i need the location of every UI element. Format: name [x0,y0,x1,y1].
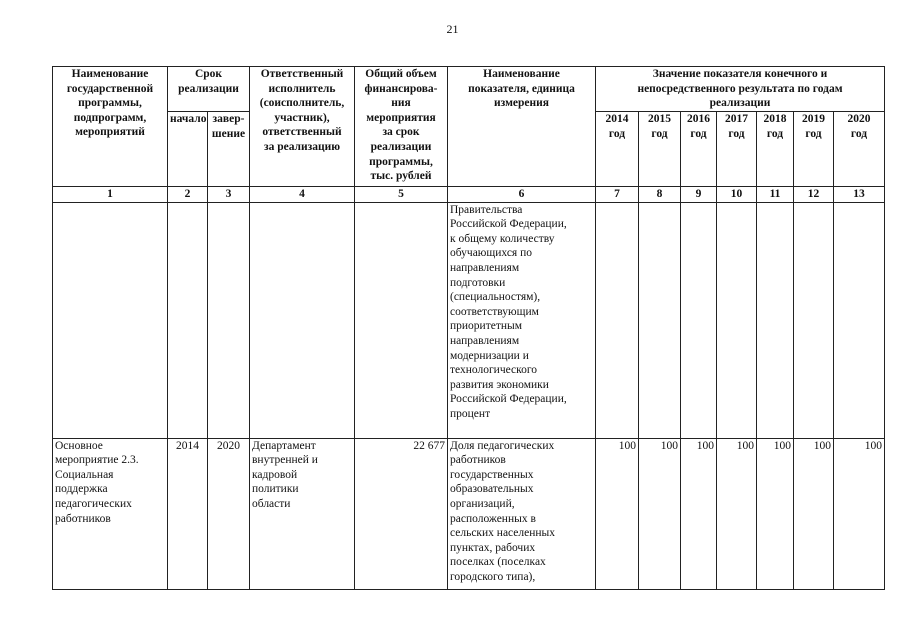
activity-indicator: Доля педагогических работников государственных образовательных организаций, расположенных в сельских населенных пунктах, рабочих поселках (поселках городского типа), [448,438,596,589]
page-number: 21 [446,22,459,36]
table-cell [639,202,681,438]
activity-name: Основное мероприятие 2.3. Социальная поддержка педагогических работников [53,438,168,589]
header-row-1 [53,67,885,112]
column-number: 3 [208,187,250,203]
value-2020: 100 [834,438,885,589]
table-cell [757,202,794,438]
column-number: 5 [355,187,448,203]
header-year-2014: 2014 год [596,112,639,187]
header-end: завер- шение [208,112,250,187]
activity-executor: Департамент внутренней и кадровой политики области [250,438,355,589]
header-indicator: Наименование показателя, единица измерения [448,67,596,187]
table-cell [208,202,250,438]
value-2019: 100 [794,438,834,589]
header-start: начало [168,112,208,187]
table-cell [596,202,639,438]
header-year-2015: 2015 год [639,112,681,187]
activity-end-year: 2020 [208,438,250,589]
column-number: 13 [834,187,885,203]
table-row-main-activity [53,438,885,589]
table-cell [794,202,834,438]
program-table [52,66,885,590]
value-2015: 100 [639,438,681,589]
value-2014: 100 [596,438,639,589]
header-funding: Общий объем финансирова- ния мероприятия за срок реализации программы, тыс. рублей [355,67,448,187]
table-cell [53,202,168,438]
header-executor: Ответственный исполнитель (соисполнитель, участник), ответственный за реализацию [250,67,355,187]
value-2017: 100 [717,438,757,589]
value-2016: 100 [681,438,717,589]
header-year-2019: 2019 год [794,112,834,187]
header-period: Срок реализации [168,67,250,112]
header-year-2016: 2016 год [681,112,717,187]
table-cell [168,202,208,438]
column-number: 6 [448,187,596,203]
header-year-2018: 2018 год [757,112,794,187]
header-values-by-year: Значение показателя конечного и непосредственного результата по годам реализации [596,67,885,112]
column-number-row [53,187,885,203]
column-number: 4 [250,187,355,203]
table-row-continuation [53,202,885,438]
column-number: 10 [717,187,757,203]
value-2018: 100 [757,438,794,589]
column-number: 7 [596,187,639,203]
column-number: 1 [53,187,168,203]
header-year-2017: 2017 год [717,112,757,187]
header-program-name: Наименование государственной программы, подпрограмм, мероприятий [53,67,168,187]
column-number: 2 [168,187,208,203]
activity-start-year: 2014 [168,438,208,589]
indicator-continuation: Правительства Российской Федерации, к общему количеству обучающихся по направлениям подготовки (специальностям), соответствующим приоритетным направлениям модернизации и технологического развития экономики Российской Федерации, процент [448,202,596,438]
column-number: 12 [794,187,834,203]
table-cell [834,202,885,438]
column-number: 8 [639,187,681,203]
activity-funding: 22 677 [355,438,448,589]
table-cell [717,202,757,438]
column-number: 11 [757,187,794,203]
table-cell [250,202,355,438]
table-cell [355,202,448,438]
column-number: 9 [681,187,717,203]
table-cell [681,202,717,438]
header-year-2020: 2020 год [834,112,885,187]
